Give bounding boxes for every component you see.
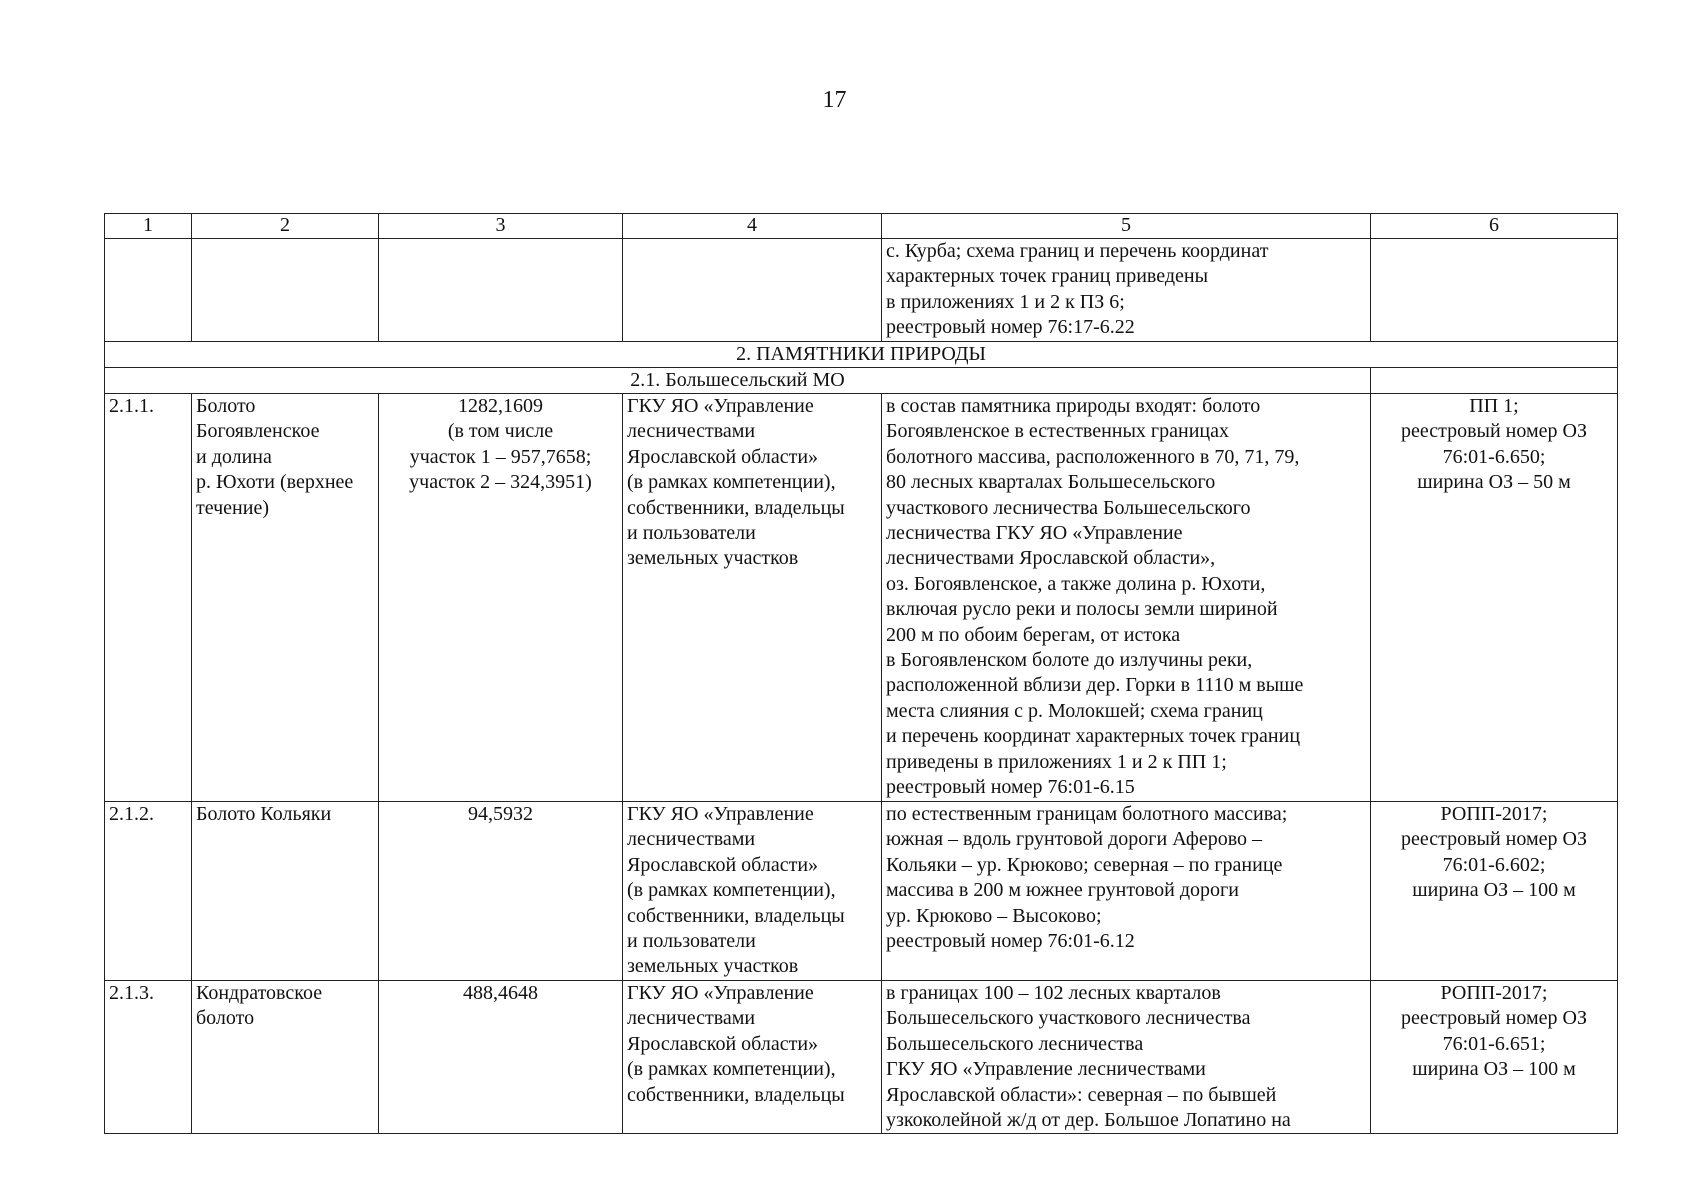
column-numbers-row [105, 214, 1618, 239]
section-heading: 2. ПАМЯТНИКИ ПРИРОДЫ [105, 342, 1618, 368]
org-line: и пользователи [627, 522, 756, 545]
object-name-cell [192, 394, 379, 802]
org-line: (в рамках компетенции), [627, 1058, 836, 1081]
org-line: лесничествами [627, 1007, 756, 1030]
description-line: участкового лесничества Большесельского [886, 496, 1251, 519]
description-line: по естественным границам болотного массива; [886, 803, 1288, 825]
org-line: ГКУ ЯО «Управление [627, 395, 814, 417]
description-line: Ярославской области»: северная – по бывшей [886, 1083, 1277, 1106]
description-line: в приложениях 1 и 2 к ПЗ 6; [886, 290, 1125, 313]
description-line: лесничествами Ярославской области», [886, 547, 1216, 570]
name-line: Кондратовское [196, 982, 323, 1004]
note-line: 76:01-6.650; [1442, 445, 1546, 468]
column-number: 1 [105, 214, 192, 239]
description-line: лесничества ГКУ ЯО «Управление [886, 522, 1183, 545]
note-line: РОПП-2017; [1440, 982, 1548, 1004]
note-line: ширина ОЗ – 50 м [1417, 471, 1571, 494]
continuation-description-cell [882, 239, 1371, 342]
org-line: Ярославской области» [627, 445, 819, 468]
note-line: реестровый номер ОЗ [1400, 420, 1587, 443]
note-line: ширина ОЗ – 100 м [1412, 879, 1576, 902]
note-line: реестровый номер ОЗ [1400, 1007, 1587, 1030]
description-line: приведены в приложениях 1 и 2 к ПП 1; [886, 750, 1227, 773]
org-line: земельных участков [627, 547, 799, 570]
org-line: (в рамках компетенции), [627, 879, 836, 902]
description-line: Богоявленское в естественных границах [886, 420, 1229, 443]
area-cell [379, 981, 623, 1134]
row-number: 2.1.1. [105, 394, 192, 802]
table-cell [623, 239, 882, 342]
org-line: ГКУ ЯО «Управление [627, 982, 814, 1004]
description-line: реестровый номер 76:17-6.22 [886, 316, 1135, 339]
description-line: ур. Крюково – Высоково; [886, 904, 1102, 927]
description-line: места слияния с р. Молокшей; схема границ [886, 699, 1263, 722]
description-line: массива в 200 м южнее грунтовой дороги [886, 879, 1239, 902]
area-line: 94,5932 [468, 803, 533, 825]
subsection-heading: 2.1. Большесельский МО [105, 368, 1371, 394]
column-number: 6 [1371, 214, 1618, 239]
area-line: (в том числе [447, 420, 554, 443]
area-line: участок 2 – 324,3951) [409, 471, 592, 494]
name-line: и долина [196, 445, 272, 468]
row-number: 2.1.2. [105, 802, 192, 981]
area-line: 1282,1609 [458, 395, 543, 417]
description-line: с. Курба; схема границ и перечень координат [886, 240, 1269, 262]
org-line: собственники, владельцы [627, 496, 845, 519]
name-line: р. Юхоти (верхнее [196, 471, 354, 494]
org-line: собственники, владельцы [627, 1083, 845, 1106]
description-line: оз. Богоявленское, а также долина р. Юхоти, [886, 572, 1266, 595]
area-line: участок 1 – 957,7658; [409, 445, 592, 468]
org-line: собственники, владельцы [627, 904, 845, 927]
description-line: 200 м по обоим берегам, от истока [886, 623, 1181, 646]
description-line: болотного массива, расположенного в 70, 71, 79, [886, 445, 1300, 468]
org-line: (в рамках компетенции), [627, 471, 836, 494]
area-line: 488,4648 [463, 982, 538, 1004]
organization-cell [623, 981, 882, 1134]
table-row [105, 394, 1618, 802]
description-line: расположенной вблизи дер. Горки в 1110 м выше [886, 674, 1304, 697]
nature-monuments-table [104, 213, 1618, 1134]
continuation-row [105, 239, 1618, 342]
object-name-cell [192, 802, 379, 981]
area-cell [379, 802, 623, 981]
description-line: 80 лесных кварталах Большесельского [886, 471, 1216, 494]
description-line: в Богоявленском болоте до излучины реки, [886, 649, 1253, 672]
name-line: Болото Кольяки [196, 803, 332, 825]
org-line: земельных участков [627, 955, 799, 978]
table-cell [1371, 239, 1618, 342]
description-line: Большесельского участкового лесничества [886, 1007, 1251, 1030]
description-line: реестровый номер 76:01-6.15 [886, 776, 1135, 799]
note-cell [1371, 981, 1618, 1134]
organization-cell [623, 394, 882, 802]
row-number: 2.1.3. [105, 981, 192, 1134]
description-line: ГКУ ЯО «Управление лесничествами [886, 1058, 1206, 1081]
description-line: и перечень координат характерных точек границ [886, 725, 1301, 748]
org-line: Ярославской области» [627, 853, 819, 876]
note-line: реестровый номер ОЗ [1400, 828, 1587, 851]
description-line: Кольяки – ур. Крюково; северная – по границе [886, 853, 1283, 876]
table-cell [192, 239, 379, 342]
name-line: Болото [196, 395, 256, 417]
description-cell [882, 394, 1371, 802]
description-line: узкоколейной ж/д от дер. Большое Лопатино на [886, 1109, 1291, 1132]
table-cell [1371, 368, 1618, 394]
org-line: лесничествами [627, 420, 756, 443]
column-number: 4 [623, 214, 882, 239]
table-cell [379, 239, 623, 342]
org-line: лесничествами [627, 828, 756, 851]
section-heading-row [105, 342, 1618, 368]
table-cell [105, 239, 192, 342]
table-row [105, 981, 1618, 1134]
name-line: Богоявленское [196, 420, 320, 443]
table-row [105, 802, 1618, 981]
organization-cell [623, 802, 882, 981]
org-line: ГКУ ЯО «Управление [627, 803, 814, 825]
column-number: 5 [882, 214, 1371, 239]
org-line: Ярославской области» [627, 1032, 819, 1055]
note-line: РОПП-2017; [1440, 803, 1548, 825]
name-line: течение) [196, 496, 269, 519]
page-number: 17 [822, 87, 847, 113]
object-name-cell [192, 981, 379, 1134]
note-line: ширина ОЗ – 100 м [1412, 1058, 1576, 1081]
description-line: характерных точек границ приведены [886, 265, 1209, 288]
note-cell [1371, 802, 1618, 981]
subsection-heading-row [105, 368, 1618, 394]
description-line: южная – вдоль грунтовой дороги Аферово – [886, 828, 1263, 851]
area-cell [379, 394, 623, 802]
description-line: включая русло реки и полосы земли шириной [886, 598, 1278, 621]
note-cell [1371, 394, 1618, 802]
description-cell [882, 802, 1371, 981]
description-line: в состав памятника природы входят: болото [886, 395, 1261, 417]
description-line: в границах 100 – 102 лесных кварталов [886, 982, 1221, 1004]
description-line: реестровый номер 76:01-6.12 [886, 930, 1135, 953]
column-number: 2 [192, 214, 379, 239]
name-line: болото [196, 1007, 255, 1030]
note-line: 76:01-6.602; [1442, 853, 1546, 876]
org-line: и пользователи [627, 930, 756, 953]
column-number: 3 [379, 214, 623, 239]
description-line: Большесельского лесничества [886, 1032, 1144, 1055]
note-line: 76:01-6.651; [1442, 1032, 1546, 1055]
note-line: ПП 1; [1469, 395, 1519, 417]
description-cell [882, 981, 1371, 1134]
